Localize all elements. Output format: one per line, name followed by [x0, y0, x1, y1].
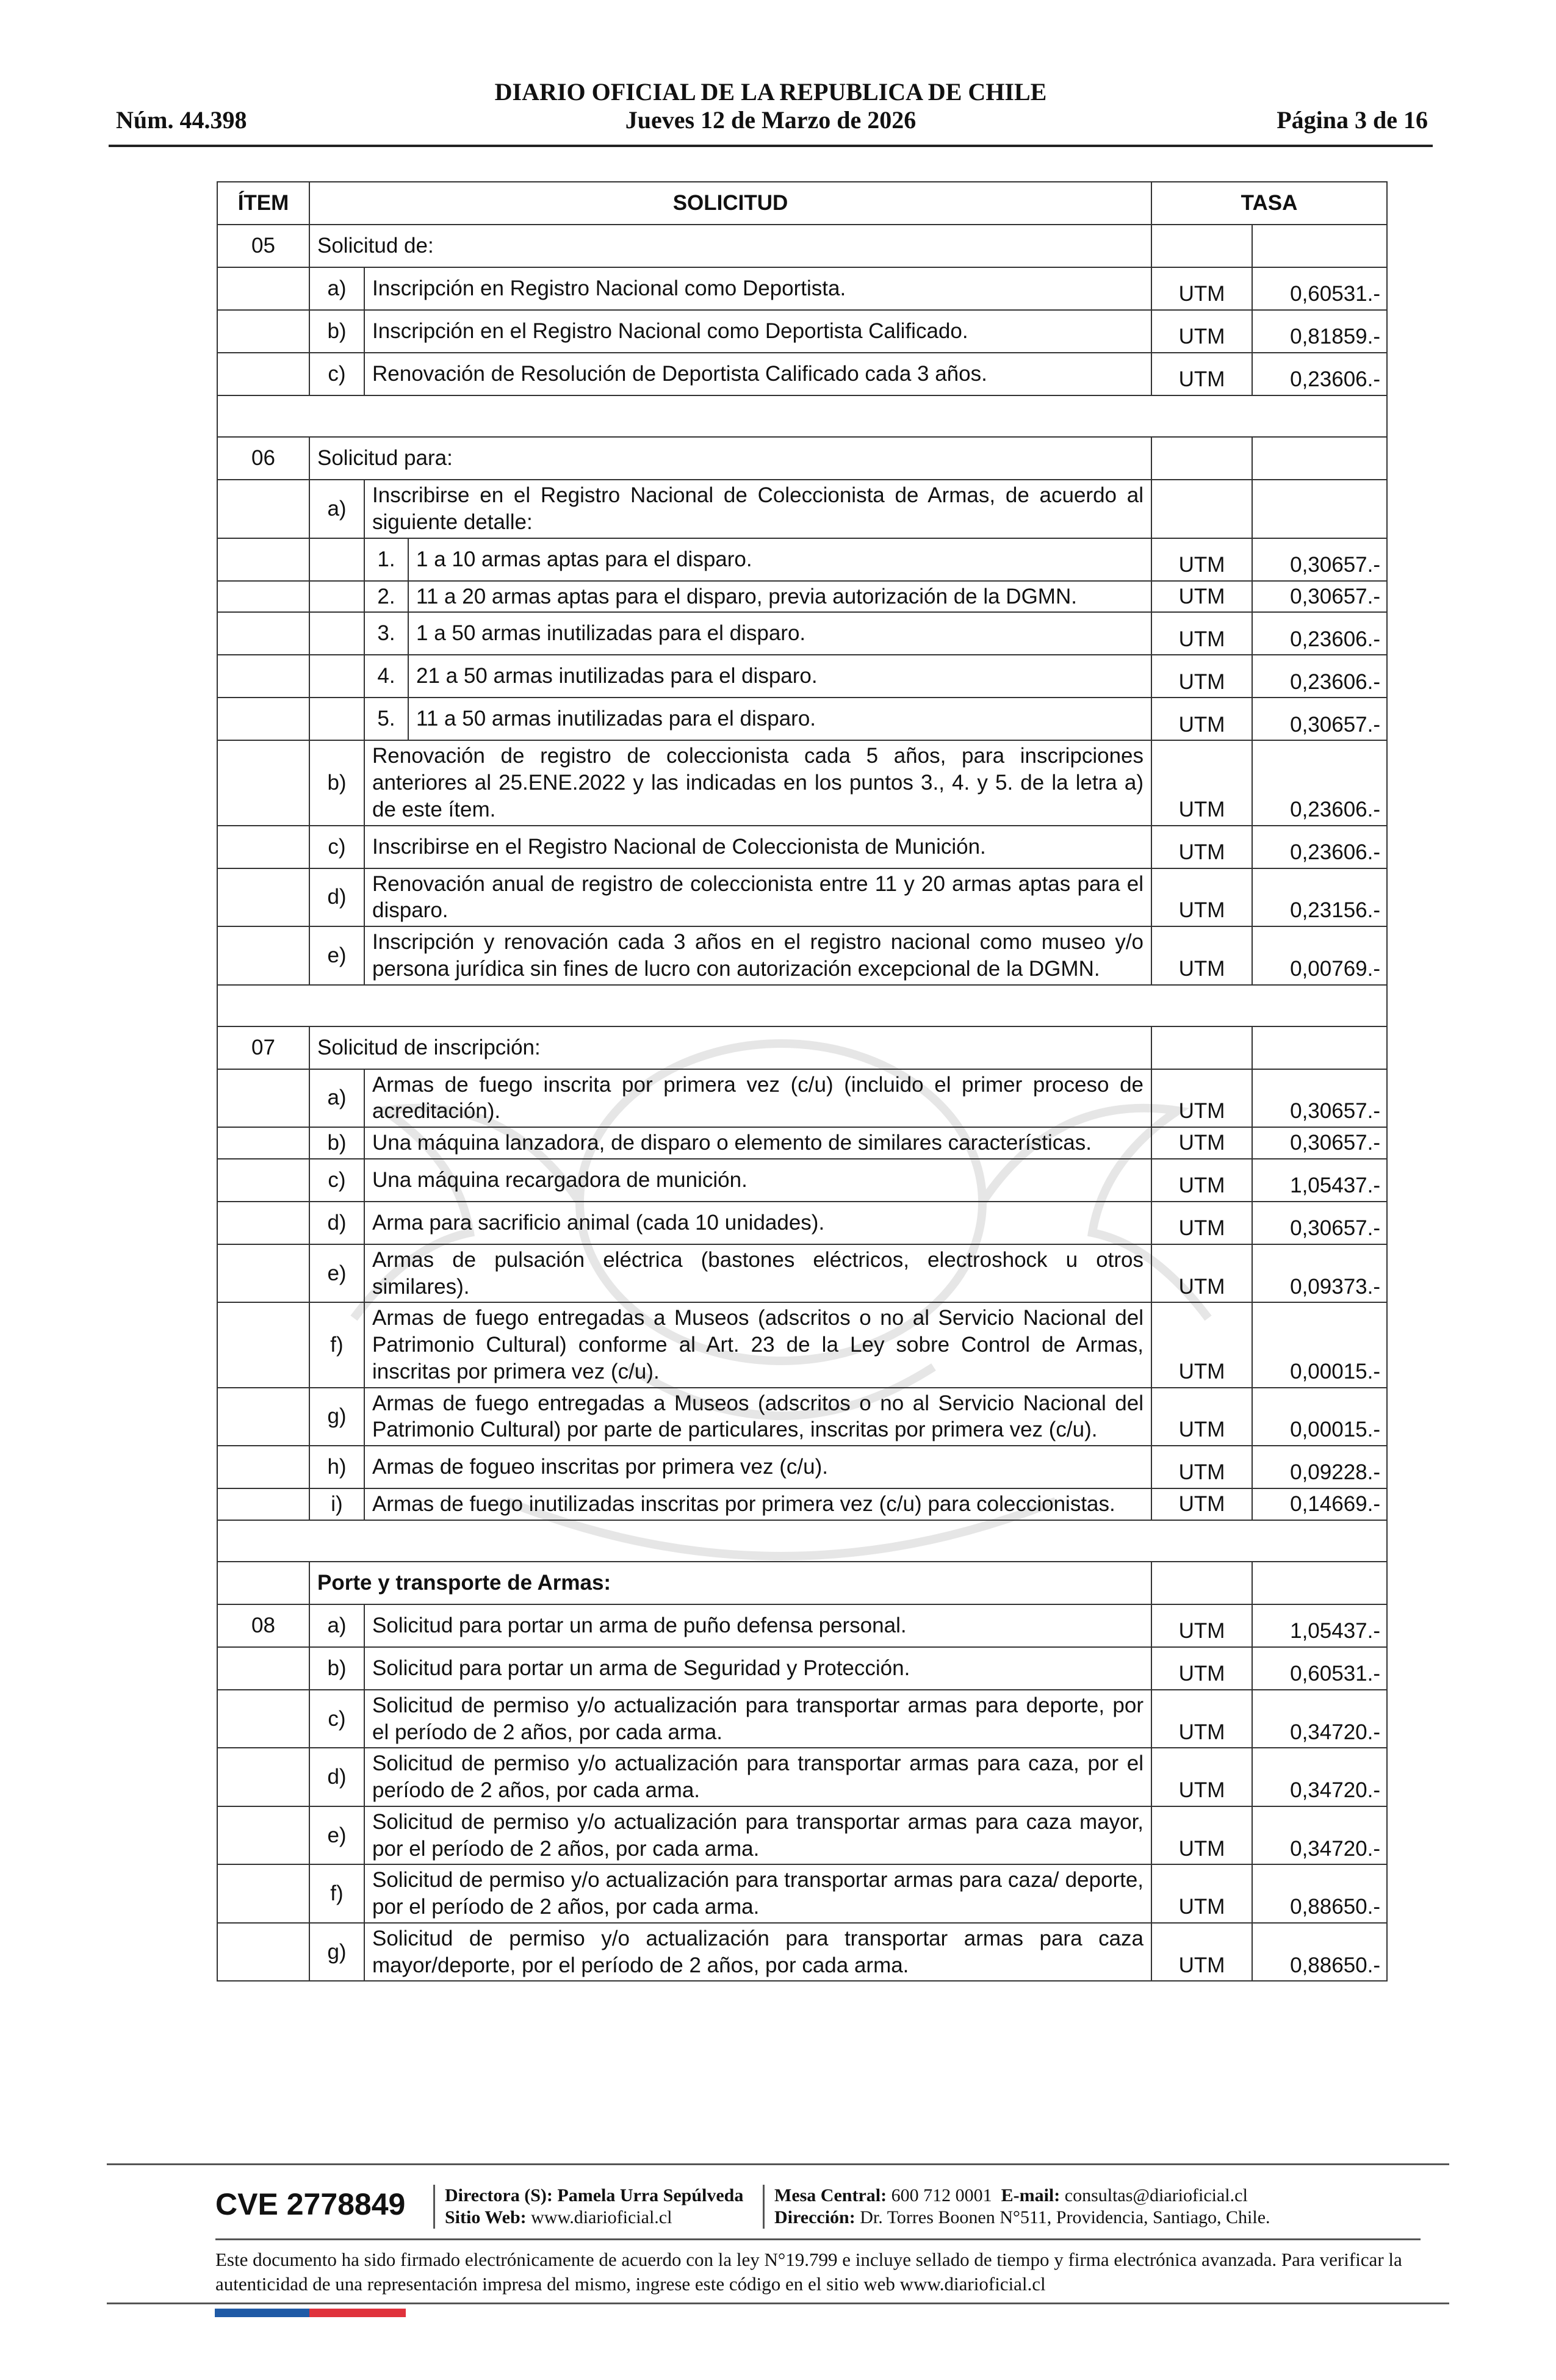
contact-line: [774, 2185, 1270, 2207]
empty-cell: [217, 1388, 309, 1446]
spacer-cell: [217, 1520, 1387, 1562]
table-row: [217, 1923, 1387, 1982]
row-description: Renovación anual de registro de coleccionista entre 11 y 20 armas aptas para el disparo.: [364, 868, 1151, 927]
sub-row: [217, 581, 1387, 613]
section-title: Solicitud de:: [309, 225, 1151, 267]
section-title: Solicitud para:: [309, 437, 1151, 480]
sub-number: 4.: [364, 655, 408, 698]
row-letter: c): [309, 353, 364, 395]
table-row: [217, 1388, 1387, 1446]
row-description: 11 a 20 armas aptas para el disparo, previa autorización de la DGMN.: [408, 581, 1151, 613]
row-description: Una máquina lanzadora, de disparo o elemento de similares características.: [364, 1127, 1151, 1159]
row-description: Armas de fuego entregadas a Museos (adscritos o no al Servicio Nacional del Patrimonio Cultural) conforme al Art. 23 de la Ley sobre Control de Armas, inscritas por primera vez (c/u).: [364, 1302, 1151, 1387]
empty-cell: [1151, 437, 1252, 480]
fee-unit: UTM: [1151, 1446, 1252, 1488]
section-spacer: [217, 395, 1387, 437]
fee-value: 0,88650.-: [1252, 1864, 1387, 1923]
row-letter: f): [309, 1302, 364, 1387]
empty-cell: [1252, 480, 1387, 538]
item-number: 08: [217, 1604, 309, 1647]
fee-value: 0,30657.-: [1252, 1127, 1387, 1159]
fee-value: 0,34720.-: [1252, 1690, 1387, 1748]
empty-cell: [217, 868, 309, 927]
row-description: Armas de fogueo inscritas por primera vez (c/u).: [364, 1446, 1151, 1488]
row-letter: d): [309, 868, 364, 927]
website-label: Sitio Web:: [445, 2207, 527, 2227]
table-row: [217, 1690, 1387, 1748]
row-description: Solicitud de permiso y/o actualización para transportar armas para deporte, por el período de 2 años, por cada arma.: [364, 1690, 1151, 1748]
row-letter: e): [309, 1806, 364, 1865]
table-row: [217, 1244, 1387, 1303]
row-letter: f): [309, 1864, 364, 1923]
empty-cell: [217, 480, 309, 538]
empty-cell: [217, 353, 309, 395]
fee-unit: UTM: [1151, 1864, 1252, 1923]
sub-row: [217, 538, 1387, 581]
empty-cell: [217, 1488, 309, 1520]
sub-number: 2.: [364, 581, 408, 613]
row-letter: a): [309, 1604, 364, 1647]
section-spacer: [217, 1520, 1387, 1562]
row-description: Solicitud para portar un arma de Seguridad y Protección.: [364, 1647, 1151, 1690]
fee-value: 0,88650.-: [1252, 1923, 1387, 1982]
row-letter: c): [309, 1690, 364, 1748]
row-letter: c): [309, 826, 364, 868]
table-row: [217, 826, 1387, 868]
fee-value: 0,34720.-: [1252, 1748, 1387, 1806]
row-description: 1 a 50 armas inutilizadas para el disparo.: [408, 612, 1151, 655]
fee-value: 1,05437.-: [1252, 1159, 1387, 1202]
empty-cell: [1151, 1026, 1252, 1069]
table-row: [217, 310, 1387, 353]
fee-unit: UTM: [1151, 1806, 1252, 1865]
row-letter: d): [309, 1748, 364, 1806]
fee-unit: UTM: [1151, 698, 1252, 740]
fee-unit: UTM: [1151, 581, 1252, 613]
table-row: [217, 926, 1387, 985]
empty-cell: [309, 612, 364, 655]
fee-unit: UTM: [1151, 1127, 1252, 1159]
empty-cell: [217, 1864, 309, 1923]
page-footer: [107, 2163, 1449, 2295]
table-row: [217, 1159, 1387, 1202]
row-letter: b): [309, 1647, 364, 1690]
empty-cell: [309, 538, 364, 581]
empty-cell: [217, 1562, 309, 1604]
row-description: 11 a 50 armas inutilizadas para el disparo.: [408, 698, 1151, 740]
email-link[interactable]: consultas@diarioficial.cl: [1064, 2185, 1248, 2205]
fee-value: 0,09228.-: [1252, 1446, 1387, 1488]
sub-row: [217, 698, 1387, 740]
row-description: Solicitud para portar un arma de puño defensa personal.: [364, 1604, 1151, 1647]
row-letter: a): [309, 480, 364, 538]
fee-unit: UTM: [1151, 655, 1252, 698]
fee-unit: UTM: [1151, 1202, 1252, 1244]
address-label: Dirección:: [774, 2207, 855, 2227]
table-row: [217, 1127, 1387, 1159]
empty-cell: [217, 740, 309, 825]
empty-cell: [309, 698, 364, 740]
row-letter: g): [309, 1923, 364, 1982]
website-line: [445, 2207, 743, 2229]
table-row: [217, 1488, 1387, 1520]
empty-cell: [1252, 437, 1387, 480]
fee-value: 0,30657.-: [1252, 1202, 1387, 1244]
row-description: Armas de fuego entregadas a Museos (adscritos o no al Servicio Nacional del Patrimonio Cultural) por parte de particulares, inscritas por primera vez (c/u).: [364, 1388, 1151, 1446]
empty-cell: [1252, 1562, 1387, 1604]
fee-unit: UTM: [1151, 1690, 1252, 1748]
fee-value: 0,23606.-: [1252, 353, 1387, 395]
table-row: [217, 1604, 1387, 1647]
section-title: Solicitud de inscripción:: [309, 1026, 1151, 1069]
fee-unit: UTM: [1151, 1488, 1252, 1520]
table-row: [217, 1647, 1387, 1690]
fee-value: 0,60531.-: [1252, 1647, 1387, 1690]
row-letter: h): [309, 1446, 364, 1488]
column-header-fee: TASA: [1151, 182, 1387, 225]
empty-cell: [217, 310, 309, 353]
fee-unit: UTM: [1151, 538, 1252, 581]
sub-number: 1.: [364, 538, 408, 581]
website-link[interactable]: www.diarioficial.cl: [531, 2207, 672, 2227]
fee-unit: UTM: [1151, 267, 1252, 310]
fee-value: 0,60531.-: [1252, 267, 1387, 310]
empty-cell: [1151, 1562, 1252, 1604]
column-header-item: ÍTEM: [217, 182, 309, 225]
director-label: Directora (S):: [445, 2185, 553, 2205]
empty-cell: [217, 826, 309, 868]
row-description: Armas de fuego inutilizadas inscritas por primera vez (c/u) para coleccionistas.: [364, 1488, 1151, 1520]
empty-cell: [217, 1159, 309, 1202]
table-row: [217, 480, 1387, 538]
table-row: [217, 1202, 1387, 1244]
row-description: Solicitud de permiso y/o actualización para transportar armas para caza/ deporte, por el período de 2 años, por cada arma.: [364, 1864, 1151, 1923]
section-title: Porte y transporte de Armas:: [309, 1562, 1151, 1604]
legal-notice: Este documento ha sido firmado electrónicamente de acuerdo con la ley N°19.799 e incluye sellado de tiempo y firma electrónica avanzada. Para verificar la autenticidad de una representación impresa del mismo, ingrese este código en el sitio web www.diarioficial.cl: [215, 2249, 1402, 2295]
row-letter: d): [309, 1202, 364, 1244]
row-description: Inscribirse en el Registro Nacional de Coleccionista de Munición.: [364, 826, 1151, 868]
fee-unit: UTM: [1151, 926, 1252, 985]
fee-value: 0,14669.-: [1252, 1488, 1387, 1520]
fee-value: 0,23606.-: [1252, 612, 1387, 655]
row-description: Inscripción en el Registro Nacional como Deportista Calificado.: [364, 310, 1151, 353]
table-row: [217, 1302, 1387, 1387]
row-description: Armas de fuego inscrita por primera vez (c/u) (incluido el primer proceso de acreditación).: [364, 1069, 1151, 1128]
table-row: [217, 267, 1387, 310]
row-description: Inscripción y renovación cada 3 años en el registro nacional como museo y/o persona jurídica sin fines de lucro con autorización excepcional de la DGMN.: [364, 926, 1151, 985]
empty-cell: [1252, 225, 1387, 267]
publication-title: DIARIO OFICIAL DE LA REPUBLICA DE CHILE: [494, 78, 1047, 106]
fee-unit: UTM: [1151, 868, 1252, 927]
fee-value: 0,00015.-: [1252, 1302, 1387, 1387]
director-line: [445, 2185, 743, 2207]
fee-unit: UTM: [1151, 1069, 1252, 1128]
phone-value: 600 712 0001: [891, 2185, 992, 2205]
fee-unit: UTM: [1151, 353, 1252, 395]
table-row: [217, 353, 1387, 395]
empty-cell: [309, 581, 364, 613]
fee-value: 0,09373.-: [1252, 1244, 1387, 1303]
bottom-divider: [107, 2302, 1449, 2304]
fee-value: 0,00769.-: [1252, 926, 1387, 985]
footer-divider: [215, 2238, 1421, 2240]
table-row: [217, 740, 1387, 825]
row-description: Solicitud de permiso y/o actualización para transportar armas para caza, por el período de 2 años, por cada arma.: [364, 1748, 1151, 1806]
row-description: Armas de pulsación eléctrica (bastones eléctricos, electroshock u otros similares).: [364, 1244, 1151, 1303]
sub-number: 5.: [364, 698, 408, 740]
fee-value: 0,30657.-: [1252, 538, 1387, 581]
row-letter: g): [309, 1388, 364, 1446]
row-description: Renovación de registro de coleccionista cada 5 años, para inscripciones anteriores al 25.ENE.2022 y las indicadas en los puntos 3., 4. y 5. de la letra a) de este ítem.: [364, 740, 1151, 825]
email-label: E-mail:: [1001, 2185, 1061, 2205]
fee-value: 0,30657.-: [1252, 698, 1387, 740]
empty-cell: [217, 1923, 309, 1982]
flag-bar-blue: [215, 2309, 309, 2317]
empty-cell: [217, 1446, 309, 1488]
fee-value: 1,05437.-: [1252, 1604, 1387, 1647]
fee-unit: UTM: [1151, 310, 1252, 353]
footer-contact-block: [763, 2185, 1270, 2229]
row-description: Renovación de Resolución de Deportista Calificado cada 3 años.: [364, 353, 1151, 395]
row-letter: b): [309, 740, 364, 825]
fee-unit: UTM: [1151, 826, 1252, 868]
section-title-row: [217, 437, 1387, 480]
empty-cell: [217, 581, 309, 613]
fee-unit: UTM: [1151, 1388, 1252, 1446]
empty-cell: [217, 1690, 309, 1748]
fee-unit: UTM: [1151, 1647, 1252, 1690]
empty-cell: [217, 1806, 309, 1865]
director-name: Pamela Urra Sepúlveda: [557, 2185, 744, 2205]
column-header-request: SOLICITUD: [309, 182, 1151, 225]
fee-unit: UTM: [1151, 740, 1252, 825]
phone-label: Mesa Central:: [774, 2185, 887, 2205]
row-description: Solicitud de permiso y/o actualización para transportar armas para caza mayor, por el período de 2 años, por cada arma.: [364, 1806, 1151, 1865]
row-description: Inscribirse en el Registro Nacional de Coleccionista de Armas, de acuerdo al siguiente detalle:: [364, 480, 1151, 538]
item-number: 05: [217, 225, 309, 267]
empty-cell: [217, 1302, 309, 1387]
section-title-row: [217, 1026, 1387, 1069]
empty-cell: [217, 267, 309, 310]
row-description: 21 a 50 armas inutilizadas para el disparo.: [408, 655, 1151, 698]
sub-row: [217, 655, 1387, 698]
fee-unit: UTM: [1151, 1159, 1252, 1202]
row-description: Solicitud de permiso y/o actualización para transportar armas para caza mayor/deporte, por el período de 2 años, por cada arma.: [364, 1923, 1151, 1982]
row-description: Una máquina recargadora de munición.: [364, 1159, 1151, 1202]
item-number: 06: [217, 437, 309, 480]
table-row: [217, 1748, 1387, 1806]
section-spacer: [217, 985, 1387, 1026]
row-letter: b): [309, 310, 364, 353]
empty-cell: [1151, 225, 1252, 267]
fee-value: 0,30657.-: [1252, 581, 1387, 613]
empty-cell: [1252, 1026, 1387, 1069]
empty-cell: [217, 538, 309, 581]
empty-cell: [217, 1127, 309, 1159]
sub-number: 3.: [364, 612, 408, 655]
row-letter: e): [309, 1244, 364, 1303]
row-letter: e): [309, 926, 364, 985]
fee-unit: UTM: [1151, 1244, 1252, 1303]
address-line: [774, 2207, 1270, 2229]
page-number: Página 3 de 16: [1277, 106, 1428, 134]
table-header-row: [217, 182, 1387, 225]
table-row: [217, 1446, 1387, 1488]
empty-cell: [309, 655, 364, 698]
cve-code: CVE 2778849: [215, 2187, 406, 2221]
flag-bar-red: [309, 2309, 406, 2317]
sub-row: [217, 612, 1387, 655]
item-number: 07: [217, 1026, 309, 1069]
fee-value: 0,23606.-: [1252, 655, 1387, 698]
section-title-row: [217, 1562, 1387, 1604]
row-description: Inscripción en Registro Nacional como Deportista.: [364, 267, 1151, 310]
fee-value: 0,34720.-: [1252, 1806, 1387, 1865]
row-letter: a): [309, 1069, 364, 1128]
row-letter: b): [309, 1127, 364, 1159]
empty-cell: [217, 1647, 309, 1690]
issue-number: Núm. 44.398: [116, 106, 247, 134]
empty-cell: [217, 926, 309, 985]
fee-value: 0,30657.-: [1252, 1069, 1387, 1128]
row-letter: c): [309, 1159, 364, 1202]
address-value: Dr. Torres Boonen N°511, Providencia, Santiago, Chile.: [860, 2207, 1270, 2227]
empty-cell: [217, 1748, 309, 1806]
fee-unit: UTM: [1151, 1748, 1252, 1806]
fee-unit: UTM: [1151, 1923, 1252, 1982]
page-header: [109, 74, 1433, 147]
fee-unit: UTM: [1151, 1604, 1252, 1647]
row-letter: i): [309, 1488, 364, 1520]
fee-unit: UTM: [1151, 612, 1252, 655]
empty-cell: [217, 698, 309, 740]
table-row: [217, 1864, 1387, 1923]
fee-value: 0,00015.-: [1252, 1388, 1387, 1446]
fee-unit: UTM: [1151, 1302, 1252, 1387]
empty-cell: [217, 1202, 309, 1244]
fee-value: 0,23606.-: [1252, 740, 1387, 825]
fee-value: 0,23606.-: [1252, 826, 1387, 868]
fee-table: [217, 181, 1388, 1982]
empty-cell: [217, 612, 309, 655]
empty-cell: [217, 1069, 309, 1128]
fee-value: 0,81859.-: [1252, 310, 1387, 353]
table-row: [217, 1069, 1387, 1128]
table-row: [217, 1806, 1387, 1865]
empty-cell: [217, 1244, 309, 1303]
row-description: 1 a 10 armas aptas para el disparo.: [408, 538, 1151, 581]
row-letter: a): [309, 267, 364, 310]
section-title-row: [217, 225, 1387, 267]
row-description: Arma para sacrificio animal (cada 10 unidades).: [364, 1202, 1151, 1244]
spacer-cell: [217, 395, 1387, 437]
fee-value: 0,23156.-: [1252, 868, 1387, 927]
table-row: [217, 868, 1387, 927]
footer-director-block: [433, 2185, 743, 2229]
empty-cell: [217, 655, 309, 698]
empty-cell: [1151, 480, 1252, 538]
publication-date: Jueves 12 de Marzo de 2026: [625, 106, 917, 134]
spacer-cell: [217, 985, 1387, 1026]
